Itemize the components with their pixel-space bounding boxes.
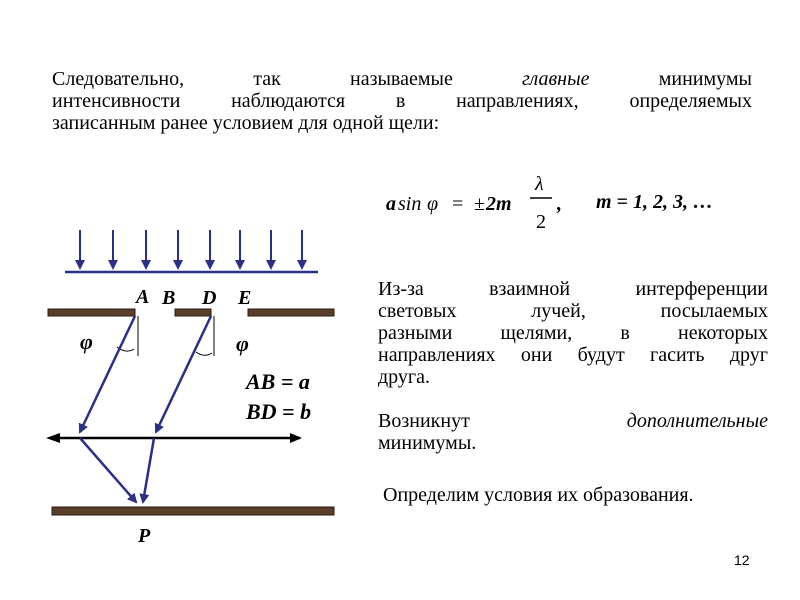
interference-line-5: друга. [378,366,430,388]
label-E: E [238,287,252,309]
word: щелями, [500,322,573,344]
emphasis-additional: дополнительные [626,410,768,432]
interference-line-1 [378,278,768,300]
intro-line-3: записанным ранее условием для одной щели: [52,112,440,134]
formula-denominator: 2 [536,211,546,233]
word: направлениях, [456,90,579,112]
interference-line-3 [378,322,768,344]
word: в [395,90,406,112]
formula-a: a [386,193,396,215]
word: взаимной [489,278,571,300]
diffracted-ray-right [156,316,211,432]
angle-arc-right [196,352,212,355]
formula-equals: = [452,193,464,215]
screen-segment-middle [175,309,211,316]
word: интерференции [635,278,768,300]
word: Следовательно, [52,68,185,90]
formula-comma: , [557,193,562,215]
additional-minima-line-2: минимумы. [378,432,477,454]
word: лучей, [531,300,586,322]
additional-minima-paragraph [378,410,768,454]
conditions-paragraph: Определим условия их образования. [383,484,694,506]
word: так [253,68,281,90]
label-phi-right: φ [236,331,249,356]
incident-rays [80,230,302,268]
word: световых [378,300,457,322]
additional-minima-line-1 [378,410,768,432]
word: называемые [350,68,453,90]
label-B: B [162,287,176,309]
formula-sin: sin [398,193,422,215]
equation-BD: BD = b [246,399,312,424]
lens-axis-left-arrowhead [46,433,60,443]
word: разными [378,322,453,344]
formula-phi: φ [427,193,439,215]
word: определяемых [629,90,752,112]
label-phi-left: φ [80,329,93,354]
converging-ray-right [143,438,154,502]
m-condition: m = 1, 2, 3, … [596,191,713,213]
label-A: A [136,286,150,308]
converging-ray-left [80,438,136,502]
word: интенсивности [52,90,181,112]
word: некоторых [678,322,768,344]
word: наблюдаются [231,90,346,112]
page-number: 12 [734,552,750,568]
word: Из-за [378,278,424,300]
label-P: P [138,525,151,547]
interference-line-4: направлениях они будут гасить друг [378,344,768,366]
interference-paragraph [378,278,768,388]
equation-AB: AB = a [246,369,310,394]
label-D: D [202,287,217,309]
observation-screen [52,507,334,515]
screen-segment-left [48,309,135,316]
formula-2m: 2m [486,193,512,215]
interference-line-2 [378,300,768,322]
word: в [620,322,630,344]
emphasis-main: главные [522,68,590,90]
word: Возникнут [378,410,470,432]
formula-lambda: λ [535,173,544,195]
formula-pm: ± [474,193,485,215]
word: минимумы [658,68,752,90]
word: посылаемых [660,300,768,322]
screen-segment-right [248,309,334,316]
